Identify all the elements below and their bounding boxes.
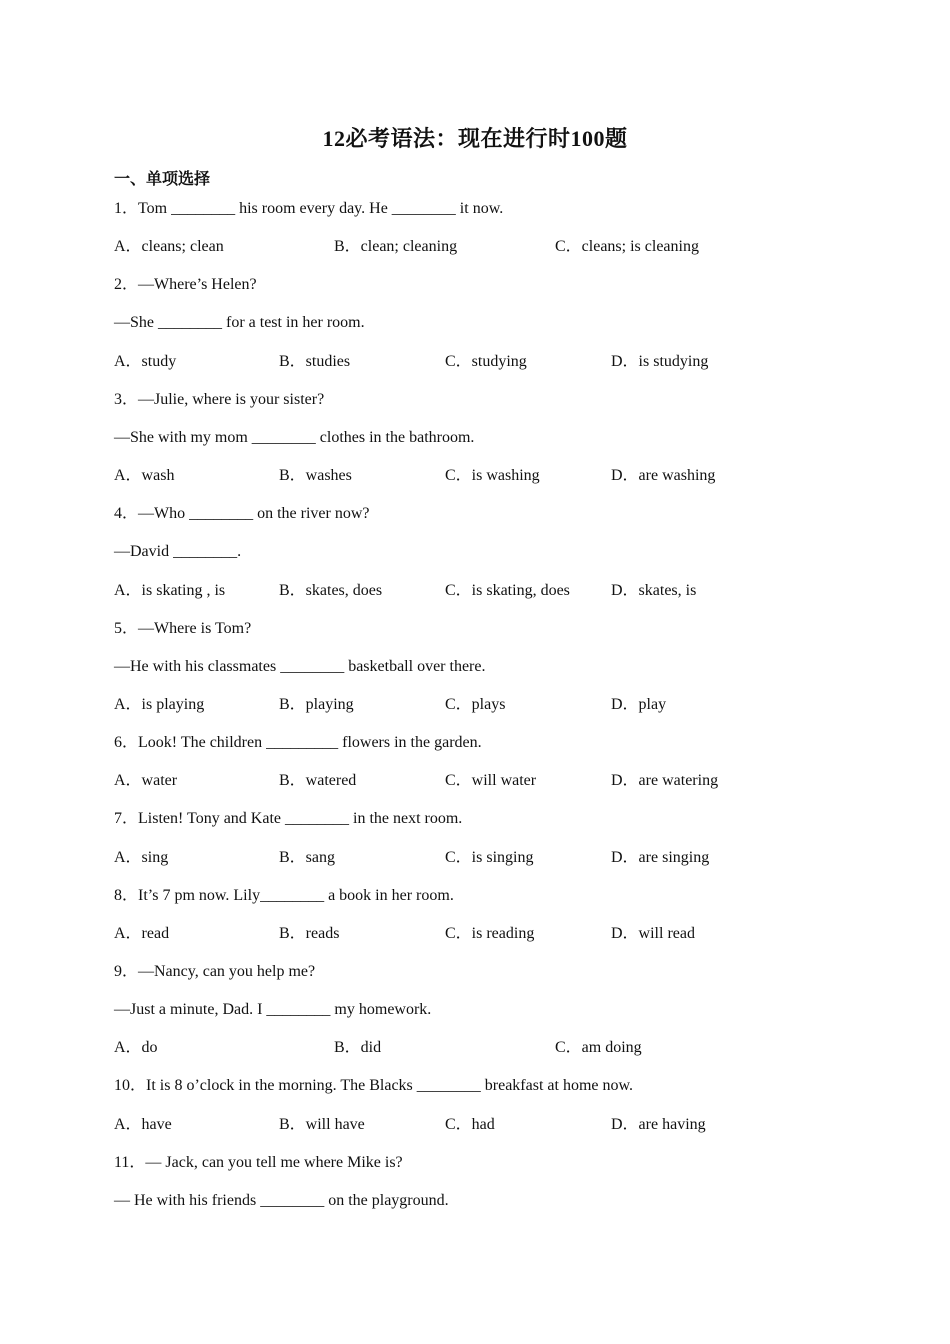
answer-option: D．is studying <box>611 352 709 370</box>
question-line: —She with my mom ________ clothes in the bathroom. <box>114 428 475 446</box>
question-stem: 1．Tom ________ his room every day. He ________ it now. <box>114 200 504 217</box>
answer-option: C．is washing <box>445 467 540 485</box>
answer-option: B．sang <box>279 848 336 866</box>
question-stem: 3．—Julie, where is your sister? <box>114 390 325 408</box>
answer-option: B．clean; cleaning <box>334 238 458 256</box>
question-stem: 5．—Where is Tom? <box>114 619 252 637</box>
answer-option: A．study <box>114 352 177 370</box>
answer-option: A．is skating , is <box>114 581 226 599</box>
answer-option: B．playing <box>279 695 354 713</box>
question-stem: 11．— Jack, can you tell me where Mike is? <box>114 1153 403 1171</box>
answer-option: C．is reading <box>445 924 535 942</box>
question-stem: 2．—Where’s Helen? <box>114 276 257 294</box>
question-stem: 7．Listen! Tony and Kate ________ in the next room. <box>114 810 463 828</box>
answer-option: B．washes <box>279 467 352 485</box>
answer-option: C．is singing <box>445 848 534 866</box>
question-line: —Just a minute, Dad. I ________ my homework. <box>114 1001 432 1019</box>
answer-option: A．have <box>114 1115 172 1133</box>
answer-option: C．had <box>445 1115 495 1133</box>
question-line: —He with his classmates ________ basketball over there. <box>114 657 486 675</box>
answer-option: C．will water <box>445 772 537 790</box>
section-heading: 一、单项选择 <box>114 171 211 188</box>
answer-option: B．watered <box>279 772 357 790</box>
answer-option: D．will read <box>611 924 695 942</box>
question-stem: 6．Look! The children _________ flowers in the garden. <box>114 734 482 752</box>
answer-option: A．wash <box>114 467 175 485</box>
question-line: —She ________ for a test in her room. <box>114 314 365 332</box>
answer-option: C．am doing <box>555 1039 642 1057</box>
answer-option: B．did <box>334 1039 382 1057</box>
answer-option: B．will have <box>279 1115 365 1133</box>
answer-option: C．studying <box>445 352 527 370</box>
answer-option: C．plays <box>445 695 506 713</box>
answer-option: C．cleans; is cleaning <box>555 238 699 256</box>
question-stem: 9．—Nancy, can you help me? <box>114 963 316 980</box>
question-line: — He with his friends ________ on the playground. <box>114 1191 449 1209</box>
answer-option: D．are washing <box>611 467 716 485</box>
answer-option: A．read <box>114 924 170 942</box>
answer-option: B．reads <box>279 924 340 942</box>
question-line: —David ________. <box>114 543 242 561</box>
answer-option: D．are singing <box>611 848 710 866</box>
answer-option: A．do <box>114 1039 158 1057</box>
answer-option: C．is skating, does <box>445 581 570 599</box>
answer-option: D．are having <box>611 1115 706 1133</box>
answer-option: A．water <box>114 772 178 790</box>
answer-option: A．cleans; clean <box>114 238 224 256</box>
answer-option: B．skates, does <box>279 581 383 599</box>
answer-option: A．is playing <box>114 695 205 713</box>
answer-option: B．studies <box>279 352 351 370</box>
answer-option: A．sing <box>114 848 169 866</box>
answer-option: D．play <box>611 695 667 713</box>
page-title: 12必考语法：现在进行时100题 <box>322 126 628 151</box>
answer-option: D．skates, is <box>611 581 697 599</box>
question-stem: 4．—Who ________ on the river now? <box>114 505 370 523</box>
question-stem: 10．It is 8 o’clock in the morning. The Blacks ________ breakfast at home now. <box>114 1077 634 1095</box>
answer-option: D．are watering <box>611 772 719 790</box>
question-stem: 8．It’s 7 pm now. Lily________ a book in her room. <box>114 886 454 904</box>
